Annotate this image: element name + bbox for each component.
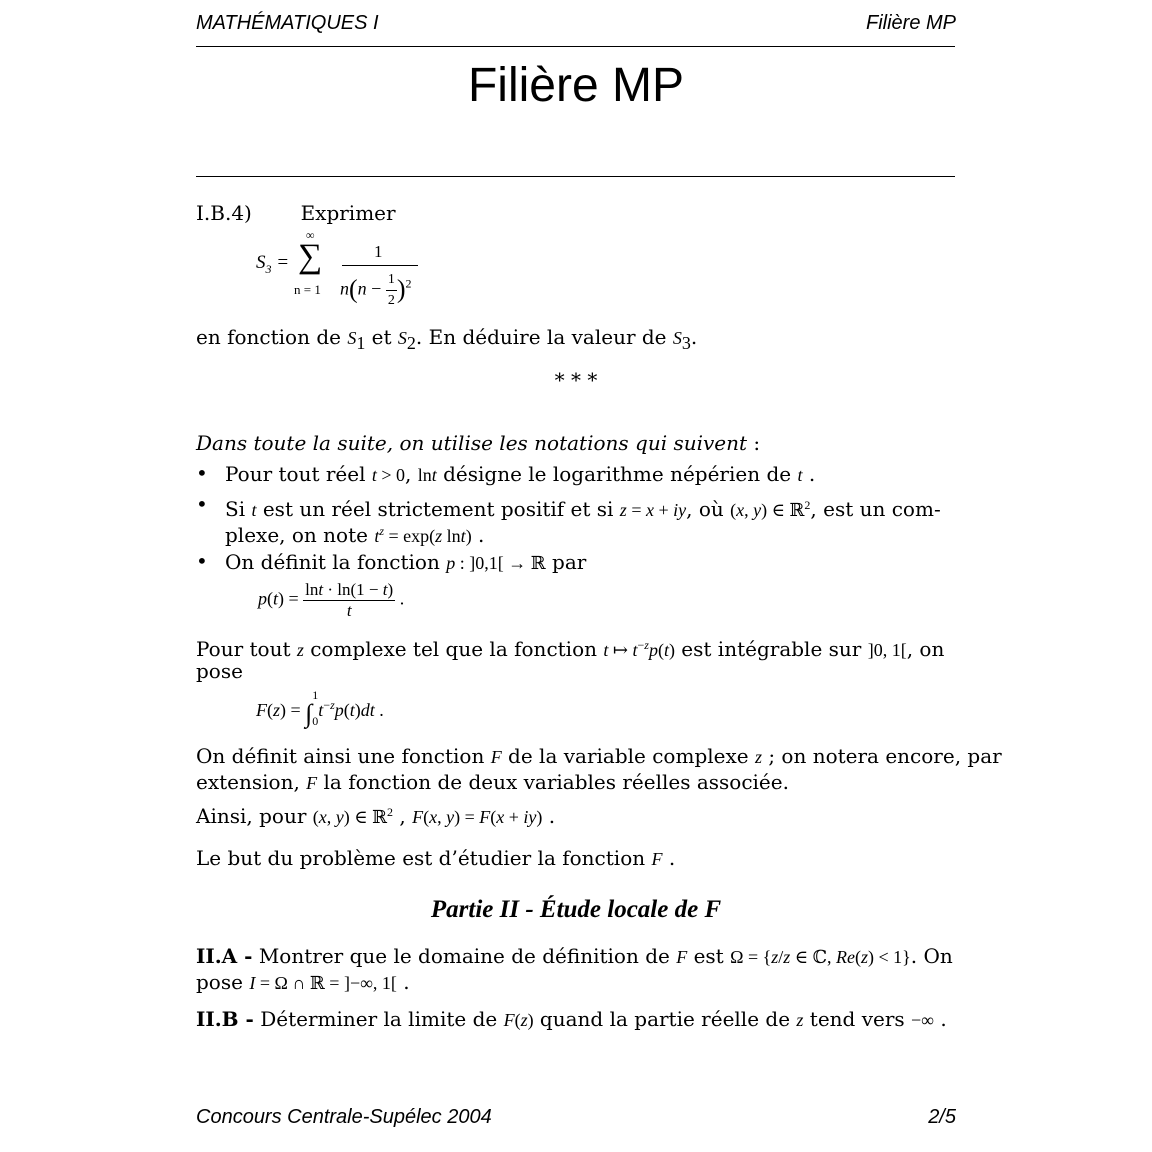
header-rule [196, 46, 955, 47]
frac-bar [342, 265, 418, 266]
question-iib: II.B - Déterminer la limite de F(z) quand la partie réelle de z tend vers −∞ . [196, 1007, 947, 1031]
para-define-F: On définit ainsi une fonction F de la variable complexe z ; on notera encore, par [196, 744, 1002, 768]
question-label: II.B - [196, 1007, 254, 1031]
footer-page-number: 2/5 [928, 1106, 956, 1128]
question-label: I.B.4) [196, 201, 252, 225]
frac-numerator: 1 [374, 242, 383, 261]
notation-bullet-2: Si t est un réel strictement positif et si z = x + iy, où (x, y) ∈ ℝ$^2$, est un com- [225, 497, 941, 521]
header-right: Filière MP [865, 12, 956, 34]
bullet-icon: • [196, 549, 208, 573]
footer-left: Concours Centrale-Supélec 2004 [196, 1106, 492, 1128]
question-iia: II.A - Montrer que le domaine de définition de F est Ω = {z/z ∈ ℂ, Re(z) < 1}. On [196, 944, 953, 968]
para-integrable: Pour tout z complexe tel que la fonction t ↦ $t^{-z}p(t)$ est intégrable sur ]0, 1[, on [196, 637, 945, 661]
para-define-F-cont: extension, F la fonction de deux variables réelles associée. [196, 770, 789, 794]
title-rule [196, 176, 955, 177]
formula-p: p(t) = $\frac{\ln t \cdot \ln(1 - t)}{t}$ . [258, 580, 405, 620]
question-verb: Exprimer [300, 201, 396, 225]
problem-goal: Le but du problème est d’étudier la fonction F . [196, 846, 676, 870]
notation-bullet-3: On définit la fonction p : ]0,1[ → ℝ par [225, 550, 587, 574]
bullet-icon: • [196, 461, 208, 485]
formula-s3 [256, 228, 456, 312]
header-left: MATHÉMATIQUES I [196, 12, 379, 34]
frac-denominator: n(n − $\frac{1}{2}$ )$^2$ [340, 272, 412, 308]
s3-symbol: $S_3$ = [256, 252, 290, 276]
ib4-after-text: en fonction de $S_1$ et $S_2$. En déduire la valeur de $S_3$. [196, 325, 698, 353]
para-define-F-thus: Ainsi, pour (x, y) ∈ ℝ$^2$ , F(x, y) = F(x + iy) . [196, 804, 556, 828]
notation-bullet-2-cont: plexe, on note $t^z = \exp(z$ lnt) . [225, 523, 485, 547]
part-ii-title: Partie II - Étude locale de F [430, 896, 722, 923]
page-title: Filière MP [467, 59, 685, 112]
para-integrable-cont: pose [196, 659, 243, 683]
bullet-icon: • [196, 492, 208, 516]
notation-bullet-1: Pour tout réel t > 0, lnt désigne le logarithme népérien de t . [225, 462, 816, 486]
question-ib4-heading [196, 200, 956, 226]
notations-intro: Dans toute la suite, on utilise les notations qui suivent : [196, 431, 761, 455]
question-iia-cont: pose I = Ω ∩ ℝ = ]−∞, 1[ . [196, 970, 410, 994]
sum-sigma-icon: ∑ [298, 238, 323, 275]
sum-lower: n = 1 [294, 282, 321, 297]
section-separator: * * * [554, 368, 598, 392]
question-label: II.A - [196, 944, 253, 968]
sum-upper: ∞ [306, 228, 315, 242]
formula-F: F(z) = ∫ 1 0 $t^{-z}p(t)dt$ . [256, 688, 384, 729]
